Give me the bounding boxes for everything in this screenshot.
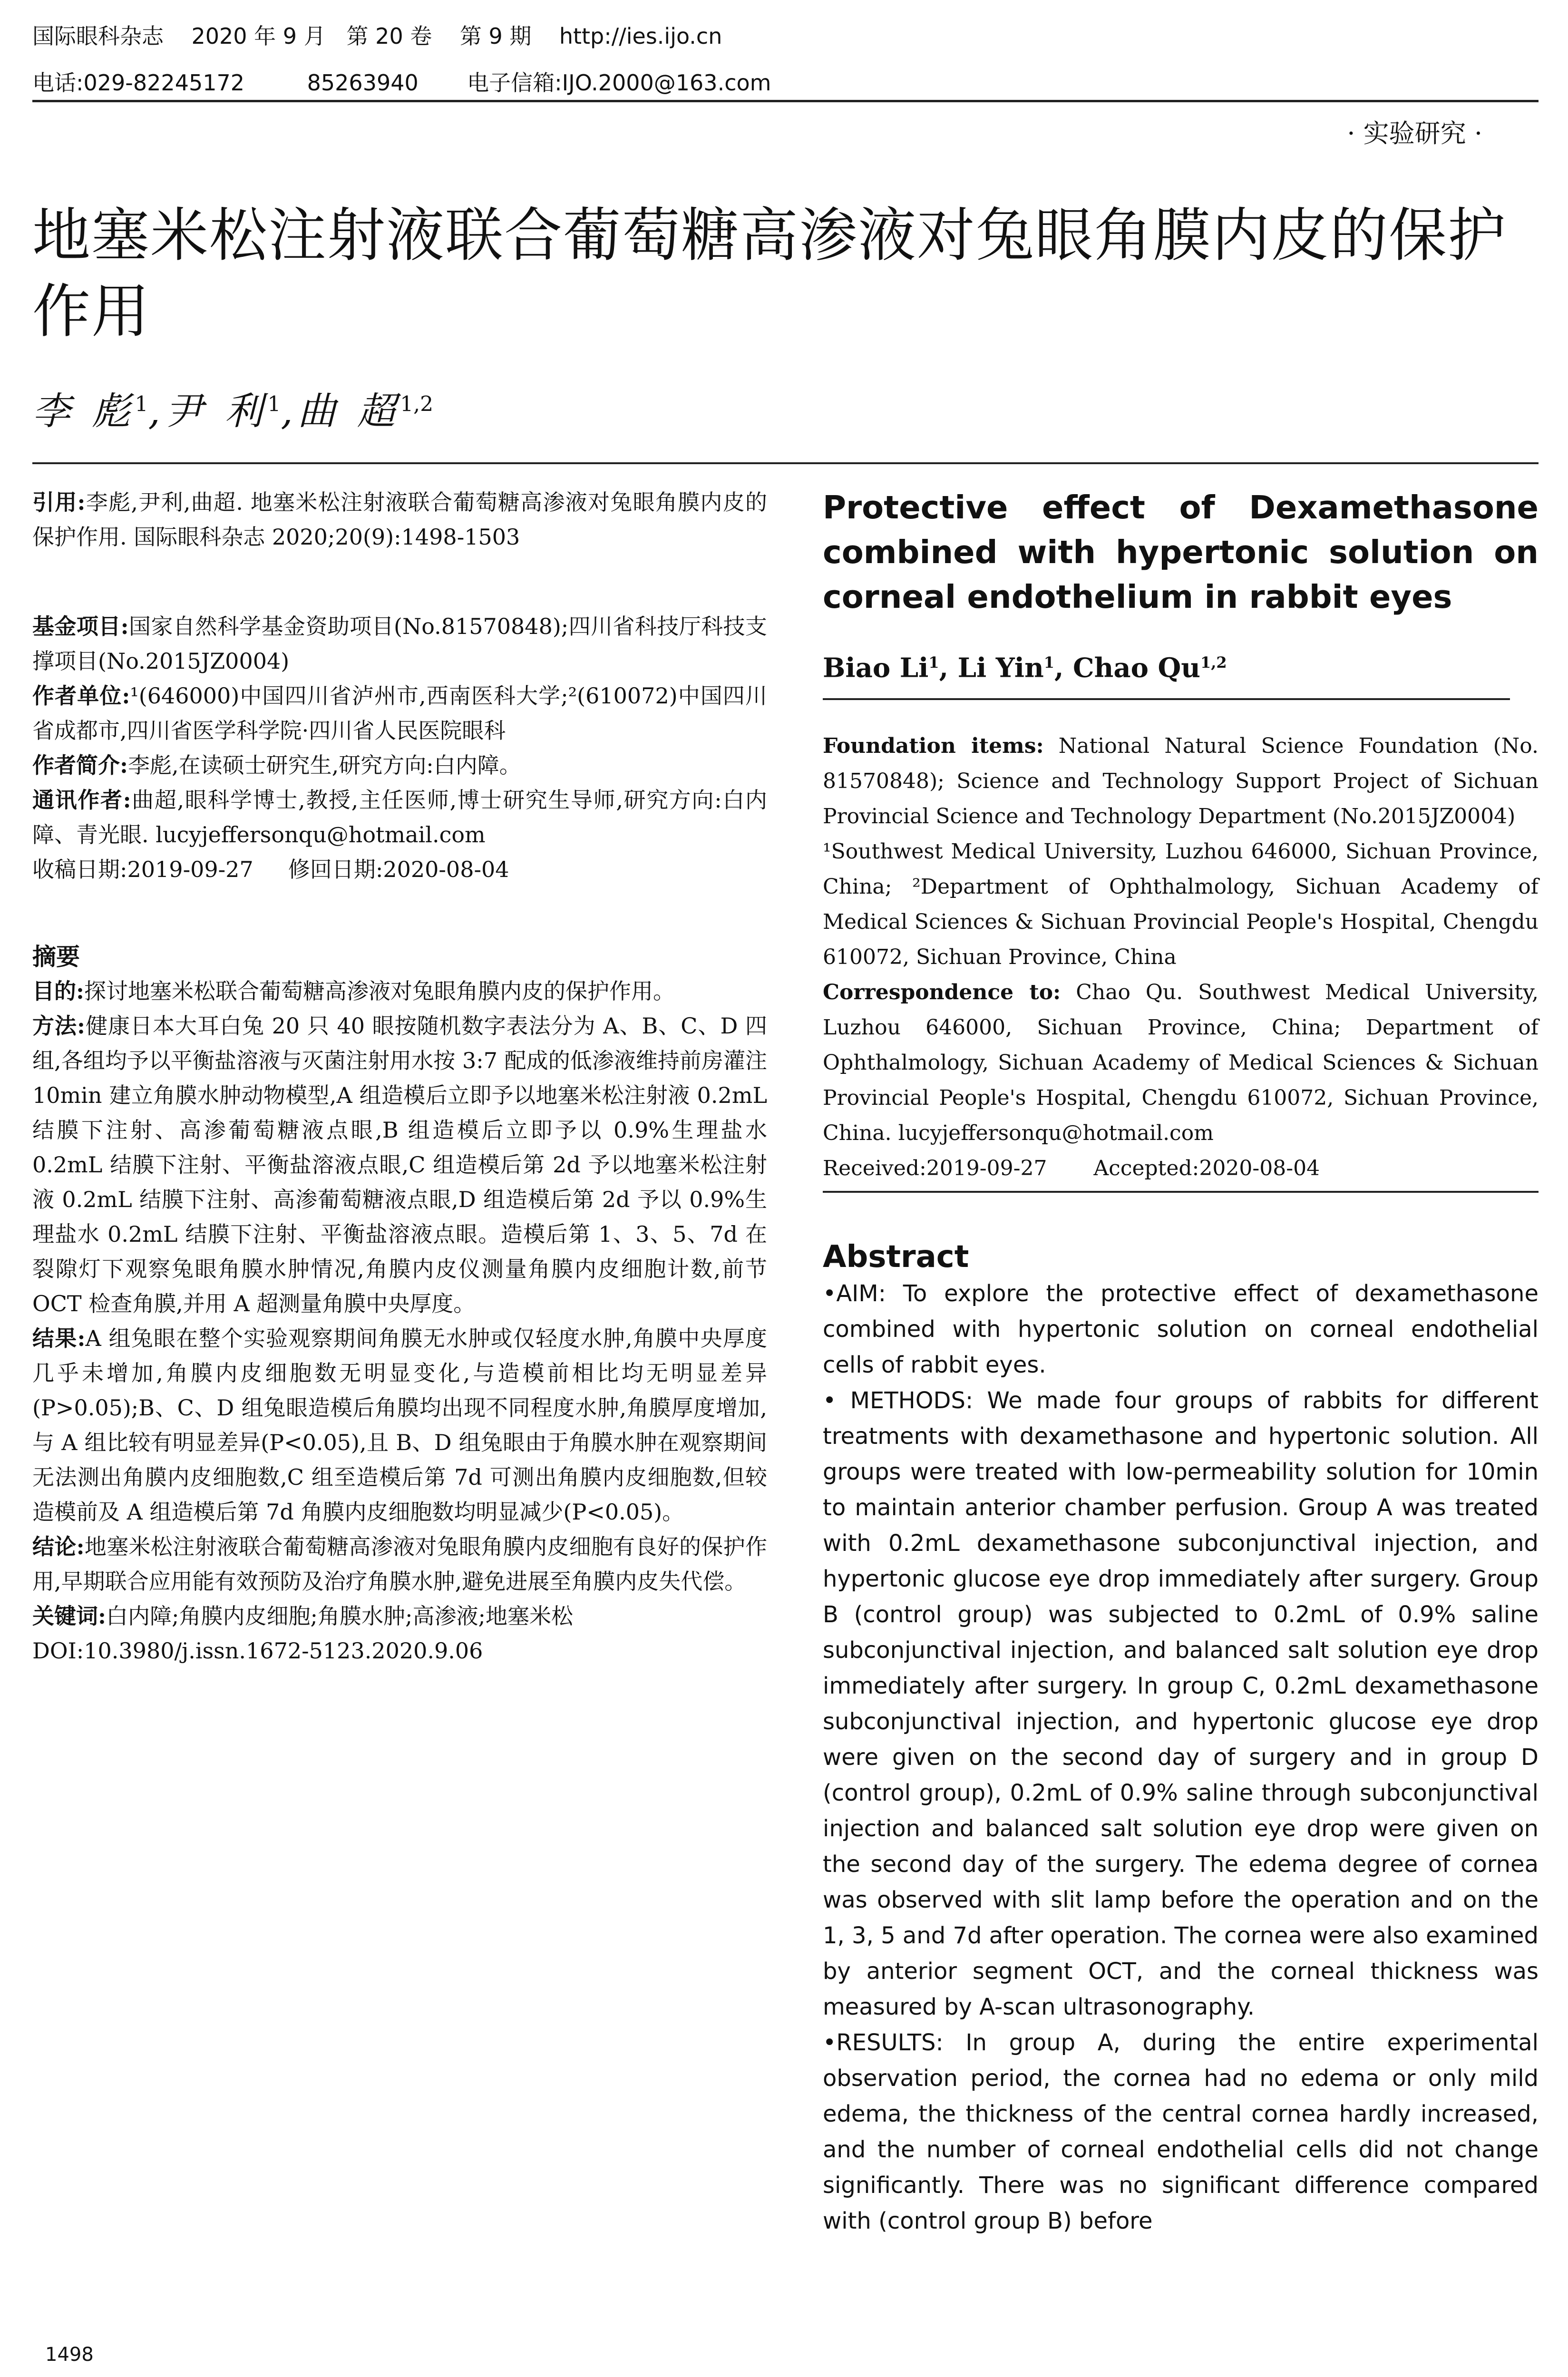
bio-text: 李彪,在读硕士研究生,研究方向:白内障。 [127, 752, 521, 778]
keywords-cn-label: 关键词: [32, 1603, 106, 1629]
conclusion-cn [32, 1529, 767, 1599]
methods-cn-text: 健康日本大耳白兔 20 只 40 眼按随机数字表法分为 A、B、C、D 四组,各组均予以平衡盐溶液与灭菌注射用水按 3:7 配成的低渗液维持前房灌注 10min 建立角膜水肿动物模型,A 组造模后立即予以地塞米松注射液 0.2mL 结膜下注射、高渗葡萄糖液点眼,B 组造模后立即予以 0.9%生理盐水 0.2mL 结膜下注射、平衡盐溶液点眼,C 组造模后第 2d 予以地塞米松注射液 0.2mL 结膜下注射、高渗葡萄糖液点眼,D 组造模后第 2d 予以 0.9%生理盐水 0.2mL 结膜下注射、平衡盐溶液点眼。造模后第 1、3、5、7d 在裂隙灯下观察兔眼角膜水肿情况,角膜内皮仪测量角膜内皮细胞计数,前节 OCT 检查角膜,并用 A 超测量角膜中央厚度。 [32, 1013, 768, 1316]
aim-cn-label: 目的: [32, 978, 84, 1004]
foundation-en [823, 729, 1539, 834]
keywords-cn [32, 1599, 767, 1634]
unit-label: 作者单位: [32, 683, 130, 709]
author-en-1-affil: 1 [928, 653, 939, 672]
author-cn-3-affil: 1,2 [400, 392, 434, 417]
dates-cn: 收稿日期:2019-09-27 修回日期:2020-08-04 [32, 857, 509, 882]
corresponding-author [32, 783, 767, 852]
author-en-3-affil: 1,2 [1200, 653, 1227, 672]
methods-en [823, 1383, 1539, 2025]
bio-label: 作者简介: [32, 752, 128, 778]
methods-en-text: We made four groups of rabbits for different treatments with dexamethasone and hypertonic solution. All groups were treated with low-permeability solution for 10min to maintain anterior chamber perfusion. Group A was treated with 0.2mL dexamethasone subconjunctival injection, and hypertonic glucose eye drop immediately after surgery. Group B (control group) was subjected to 0.2mL of 0.9% saline subconjunctival injection, and balanced salt solution eye drop immediately after surgery. In group C, 0.2mL dexamethasone subconjunctival injection, and hypertonic glucose eye drop were given on the second day of surgery and in group D (control group), 0.2mL of 0.9% saline through subconjunctival injection and balanced salt solution eye drop were given on the second day of the surgery. The edema degree of cornea was observed with slit lamp before the operation and on the 1, 3, 5 and 7d after operation. The cornea were also examined by anterior segment OCT, and the corneal thickness was measured by A-scan ultrasonography. [823, 1387, 1539, 2020]
aim-en-label: •AIM: [823, 1280, 886, 1307]
results-cn-label: 结果: [32, 1325, 86, 1351]
paper-title-cn: 地塞米松注射液联合葡萄糖高渗液对兔眼角膜内皮的保护作用 [32, 202, 1507, 345]
methods-cn [32, 1009, 767, 1321]
author-cn-1-affil: 1 [135, 392, 148, 417]
title-rule [32, 462, 1539, 464]
received-rule [823, 1191, 1539, 1193]
citation-text: 李彪,尹利,曲超. 地塞米松注射液联合葡萄糖高渗液对兔眼角膜内皮的保护作用. 国际眼科杂志 2020;20(9):1498-1503 [32, 489, 767, 550]
foundation-text: National Natural Science Foundation (No. 81570848); Science and Technology Support Project of Sichuan Provincial Science and Technology Department (No.2015JZ0004) [823, 733, 1539, 828]
authors-cn: 李 彪$^1$,尹 利$^1$,曲 超$^{1,2}$ [32, 389, 434, 433]
section-tag: · 实验研究 · [1347, 118, 1482, 148]
unit-text: ¹(646000)中国四川省泸州市,西南医科大学;²(610072)中国四川省成都市,四川省医学科学院·四川省人民医院眼科 [32, 683, 767, 743]
results-cn-text: A 组兔眼在整个实验观察期间角膜无水肿或仅轻度水肿,角膜中央厚度几乎未增加,角膜内皮细胞数无明显变化,与造模前相比均无明显差异(P>0.05);B、C、D 组兔眼造模后角膜均出现不同程度水肿,角膜厚度增加,与 A 组比较有明显差异(P<0.05),且 B、D 组兔眼由于角膜水肿在观察期间无法测出角膜内皮细胞数,C 组至造模后第 7d 可测出角膜内皮细胞数,但较造模前及 A 组造模后第 7d 角膜内皮细胞数均明显减少(P<0.05)。 [32, 1325, 767, 1525]
results-en-text: In group A, during the entire experimental observation period, the cornea had no edema or only mild edema, the thickness of the central cornea hardly increased, and the number of corneal endothelial cells did not change significantly. There was no significant difference compared with (control group B) before [823, 2029, 1539, 2234]
keywords-cn-text: 白内障;角膜内皮细胞;角膜水肿;高渗液;地塞米松 [106, 1603, 573, 1629]
doi: DOI:10.3980/j.issn.1672-5123.2020.9.06 [32, 1638, 483, 1664]
abstract-heading-en: Abstract [823, 1239, 969, 1275]
fund [32, 609, 767, 679]
correspondence-en [823, 975, 1539, 1151]
correspondence-label: Correspondence to: [823, 980, 1061, 1004]
results-en-label: •RESULTS: [823, 2029, 944, 2056]
methods-cn-label: 方法: [32, 1013, 85, 1039]
citation-label: 引用: [32, 489, 86, 515]
corr-text: 曲超,眼科学博士,教授,主任医师,博士研究生导师,研究方向:白内障、青光眼. lucyjeffersonqu@hotmail.com [32, 787, 768, 848]
results-en [823, 2025, 1539, 2239]
author-cn-2-affil: 1 [267, 392, 281, 417]
authors-en: Biao Li$^1$, Li Yin$^1$, Chao Qu$^{1,2}$ [823, 652, 1227, 684]
received-accepted: Received:2019-09-27 Accepted:2020-08-04 [823, 1156, 1320, 1180]
corr-label: 通讯作者: [32, 787, 131, 813]
journal-header-line1: 国际眼科杂志 2020 年 9 月 第 20 卷 第 9 期 http://ies.ijo.cn [32, 23, 722, 49]
author-en-1: Biao Li [823, 652, 929, 684]
author-en-2: Li Yin [957, 652, 1044, 684]
aim-en-text: To explore the protective effect of dexamethasone combined with hypertonic solution on corneal endothelial cells of rabbit eyes. [823, 1280, 1539, 1378]
conclusion-cn-label: 结论: [32, 1534, 85, 1559]
author-bio [32, 748, 767, 783]
author-cn-3: 曲 超 [297, 389, 400, 433]
author-en-3: Chao Qu [1073, 652, 1200, 684]
journal-header-line2: 电话:029-82245172 85263940 电子信箱:IJO.2000@163.com [32, 70, 771, 96]
affiliation-en: ¹Southwest Medical University, Luzhou 646000, Sichuan Province, China; ²Department of Ophthalmology, Sichuan Academy of Medical Sciences & Sichuan Provincial People's Hospital, Chengdu 610072, Sichuan Province, China [823, 839, 1539, 969]
abstract-heading-cn: 摘要 [32, 943, 80, 971]
page-number: 1498 [45, 2344, 94, 2366]
methods-en-label: • METHODS: [823, 1387, 974, 1414]
author-unit [32, 679, 767, 748]
foundation-label: Foundation items: [823, 733, 1044, 758]
conclusion-cn-text: 地塞米松注射液联合葡萄糖高渗液对兔眼角膜内皮细胞有良好的保护作用,早期联合应用能有效预防及治疗角膜水肿,避免进展至角膜内皮失代偿。 [32, 1534, 768, 1594]
aim-en [823, 1276, 1539, 1383]
results-cn [32, 1321, 767, 1529]
correspondence-text: Chao Qu. Southwest Medical University, Luzhou 646000, Sichuan Province, China; Department of Ophthalmology, Sichuan Academy of Medical Sciences & Sichuan Provincial People's Hospital, Chengdu 610072, Sichuan Province, China. lucyjeffersonqu@hotmail.com [823, 980, 1539, 1145]
fund-label: 基金项目: [32, 614, 129, 639]
aim-cn-text: 探讨地塞米松联合葡萄糖高渗液对兔眼角膜内皮的保护作用。 [84, 978, 675, 1004]
right-column [823, 485, 1539, 2239]
header-rule [32, 100, 1539, 102]
citation [32, 485, 767, 555]
left-column [32, 485, 767, 1668]
author-cn-2: 尹 利 [165, 389, 268, 433]
author-en-2-affil: 1 [1043, 653, 1055, 672]
author-cn-1: 李 彪 [32, 389, 135, 433]
fund-text: 国家自然科学基金资助项目(No.81570848);四川省科技厅科技支撑项目(No.2015JZ0004) [32, 614, 768, 674]
aim-cn [32, 974, 767, 1009]
paper-title-en: Protective effect of Dexamethasone combined with hypertonic solution on corneal endothelium in rabbit eyes [823, 489, 1539, 615]
